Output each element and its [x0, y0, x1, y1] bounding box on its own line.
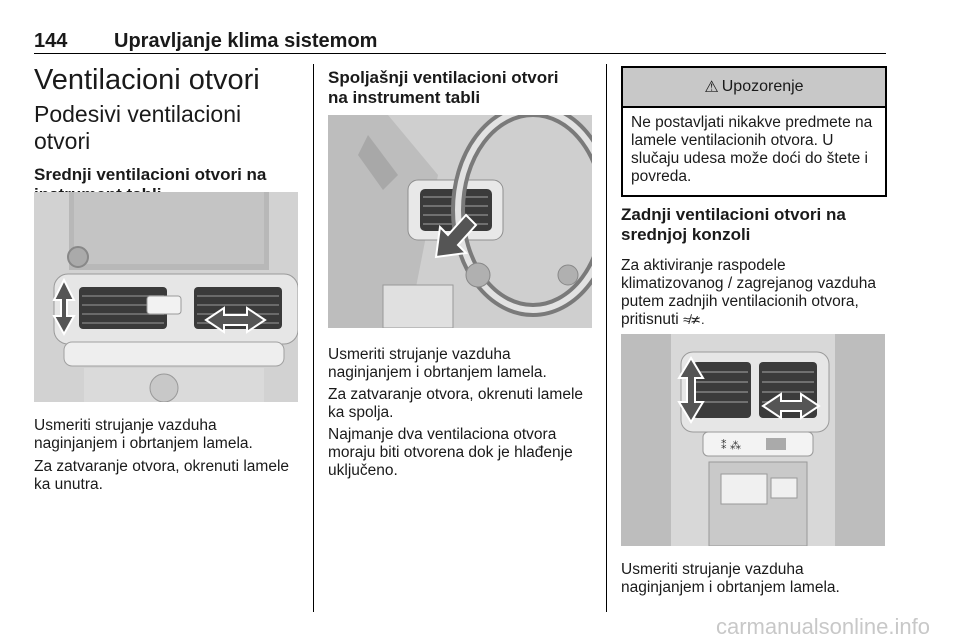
- rear-air-symbol: ≉≭.: [683, 312, 705, 327]
- rear-vents-title: Zadnji ventilacioni otvori na srednjoj konzoli: [621, 205, 846, 244]
- watermark: carmanualsonline.info: [715, 614, 930, 639]
- column-2-captions: [328, 346, 596, 480]
- rear-vents-figure: [621, 334, 885, 546]
- outer-vents-illustration: [328, 115, 592, 328]
- column-2: [328, 68, 596, 108]
- page-number: 144: [34, 30, 68, 52]
- warning-triangle-icon: ⚠: [704, 79, 719, 96]
- rear-vents-instruction: [621, 257, 887, 329]
- warning-box: [621, 66, 887, 197]
- section-subheading: Podesivi ventilacioni otvori: [34, 101, 242, 154]
- center-vents-title: Srednji ventilacioni otvori na: [34, 165, 267, 184]
- column-3: [621, 205, 889, 329]
- caption: Najmanje dva ventilaciona otvora moraju biti otvorena dok je hlađenje uključeno.: [328, 426, 573, 479]
- caption: Za zatvaranje otvora, okrenuti lamele ka unutra.: [34, 458, 290, 493]
- center-vents-figure: [34, 192, 298, 402]
- rear-vents-illustration: [621, 334, 885, 546]
- warning-text: Ne postavljati nikakve predmete na lamele ventilacionih otvora. U slučaju udesa može doći do štete i povreda.: [631, 114, 873, 185]
- column-divider: [606, 64, 607, 612]
- caption: Usmeriti strujanje vazduha naginjanjem i obrtanjem lamela.: [328, 346, 547, 381]
- outer-vents-figure: [328, 115, 592, 328]
- center-vents-illustration: [34, 192, 298, 402]
- svg-text:⁑ ⁂: ⁑ ⁂: [721, 439, 741, 452]
- header-rule: [34, 53, 886, 54]
- column-divider: [313, 64, 314, 612]
- column-1-captions: [34, 417, 302, 494]
- outer-vents-title: Spoljašnji ventilacioni otvori na instrument tabli: [328, 68, 559, 107]
- column-3-captions: [621, 561, 889, 597]
- column-1: [34, 64, 302, 205]
- page-header: [34, 30, 886, 50]
- caption: Usmeriti strujanje vazduha naginjanjem i obrtanjem lamela.: [34, 417, 253, 452]
- caption: Usmeriti strujanje vazduha naginjanjem i obrtanjem lamela.: [621, 561, 840, 596]
- warning-header: [623, 68, 885, 108]
- rear-vents-body: Za aktiviranje raspodele klimatizovanog / zagrejanog vazduha putem zadnjih ventilacionih otvora, pritisnuti: [621, 257, 877, 328]
- chapter-title: Upravljanje klima sistemom: [114, 30, 378, 52]
- section-heading: Ventilacioni otvori: [34, 64, 260, 96]
- caption: Za zatvaranje otvora, okrenuti lamele ka spolja.: [328, 386, 584, 421]
- warning-title: Upozorenje: [721, 78, 804, 95]
